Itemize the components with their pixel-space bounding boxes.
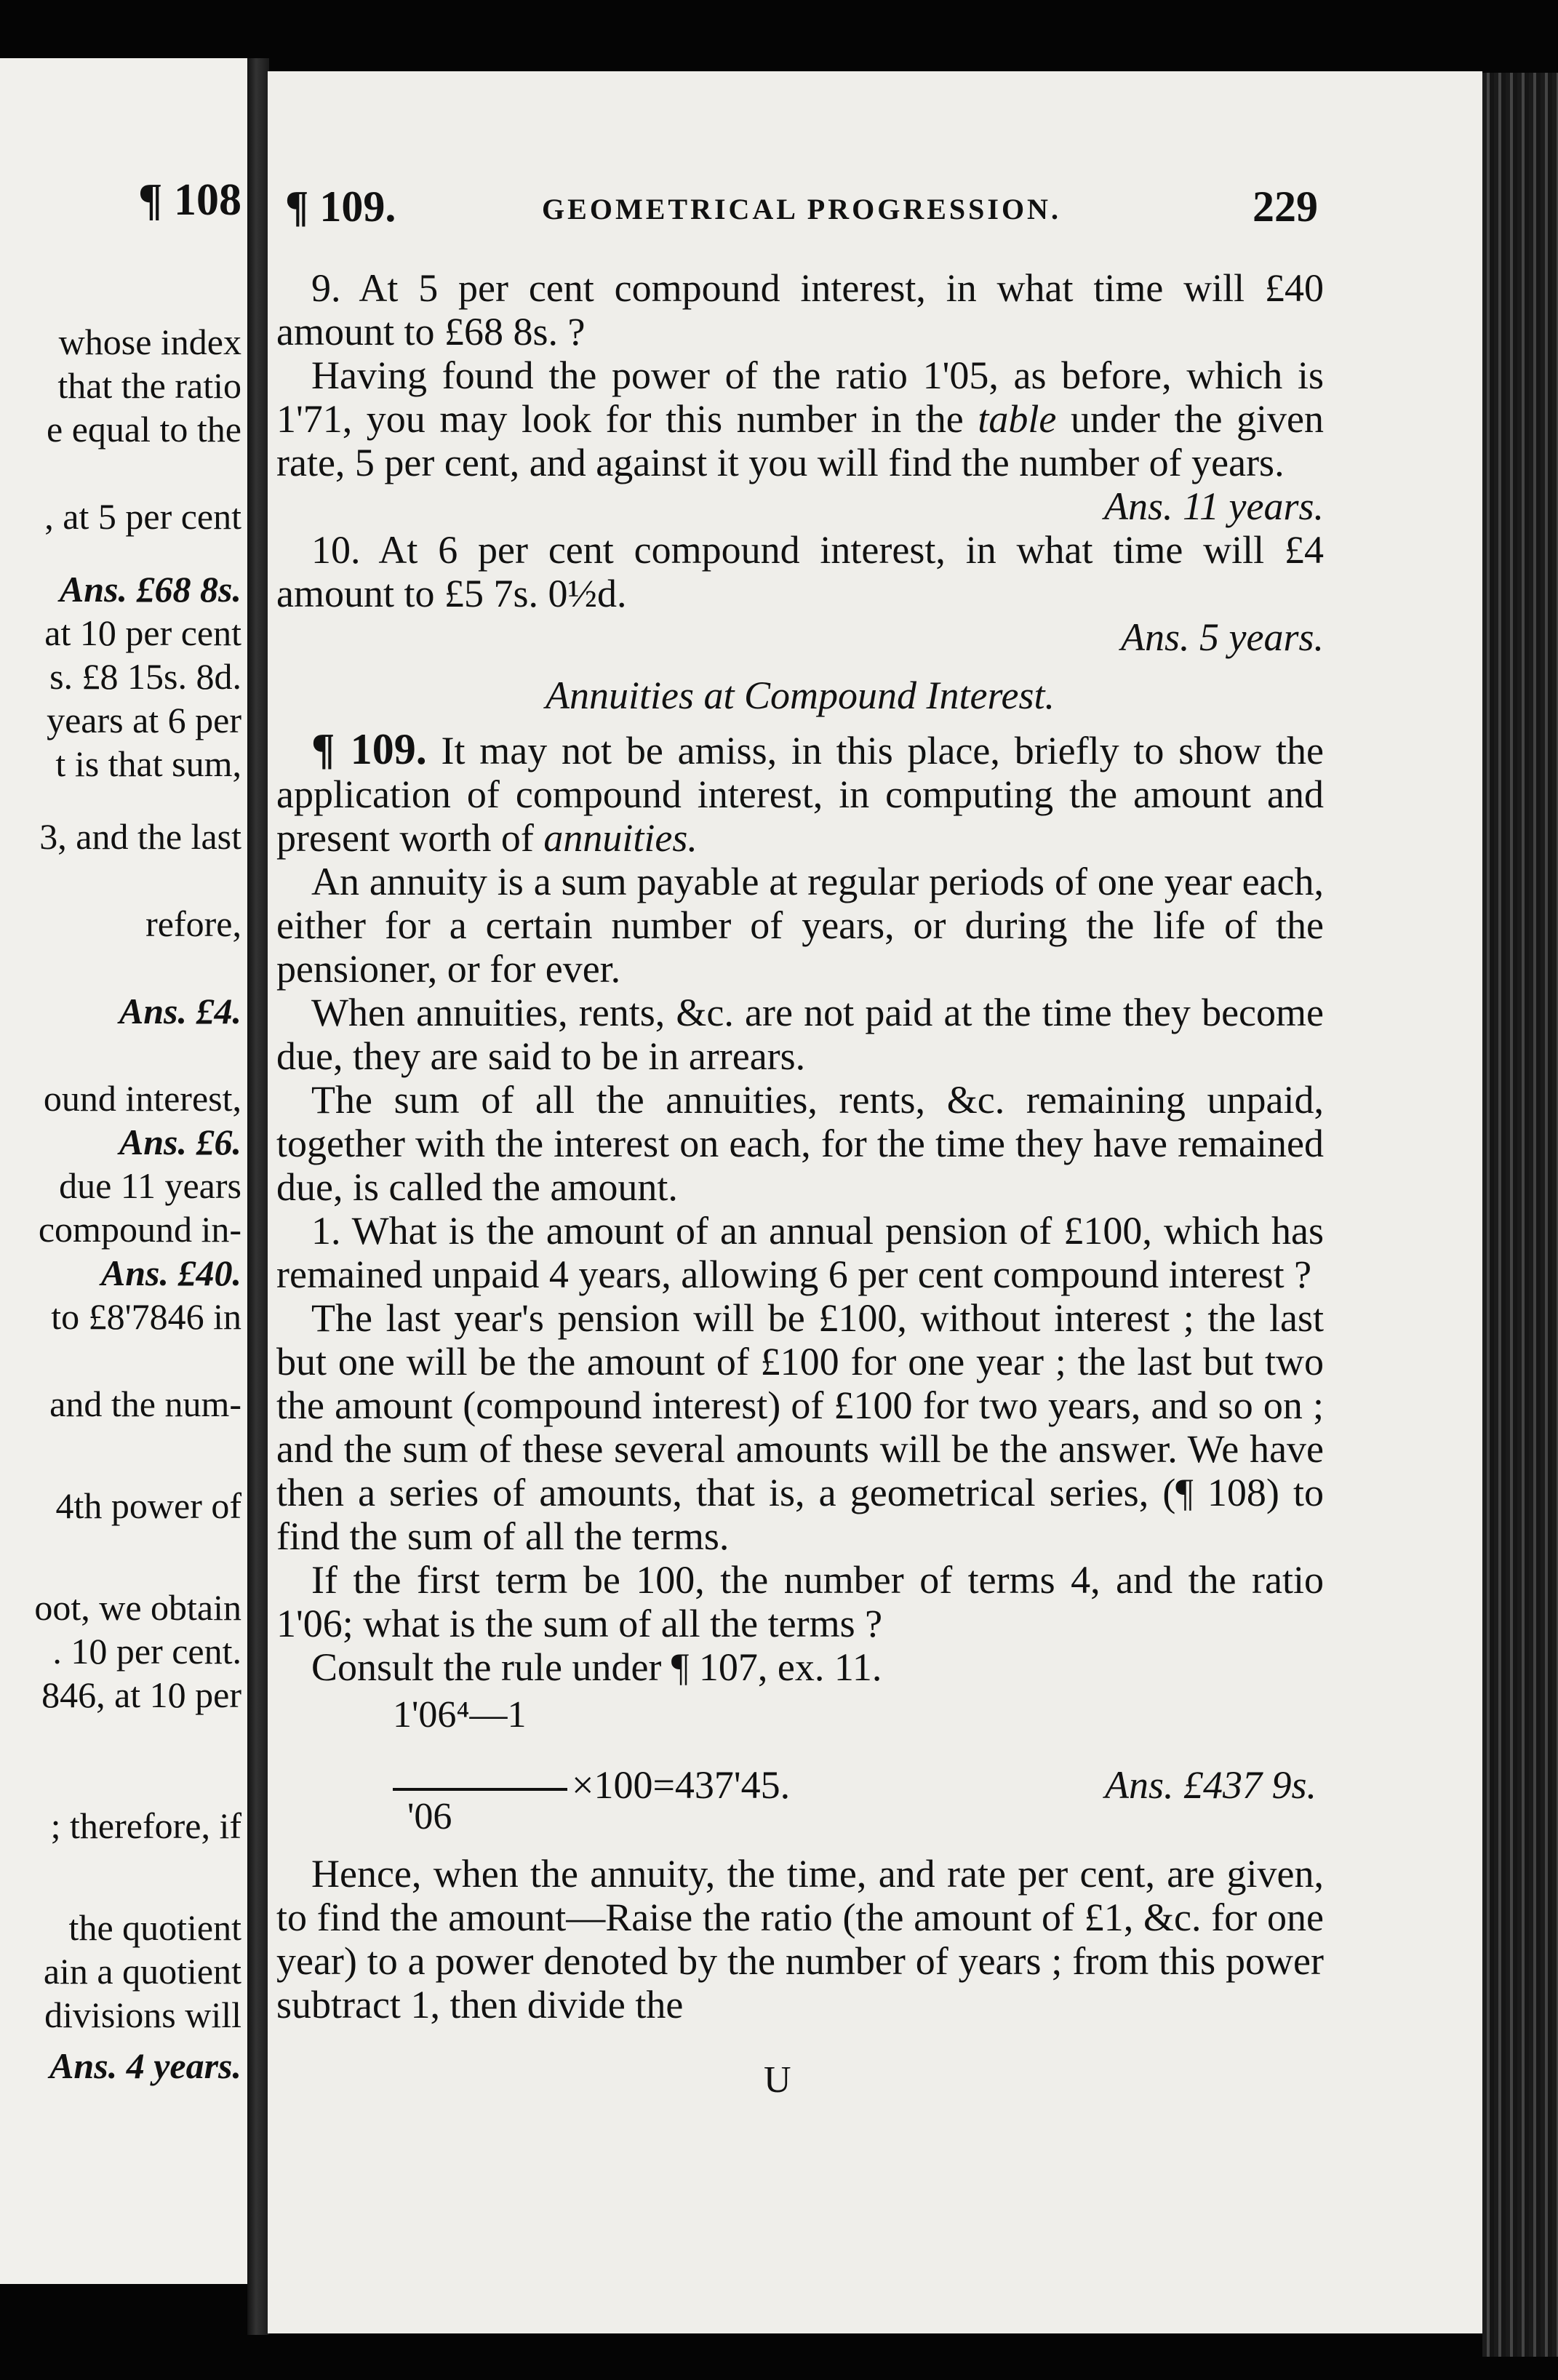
previous-page-line: Ans. £6. <box>119 1122 241 1162</box>
formula-numerator: 1'06⁴—1 <box>393 1694 527 1736</box>
previous-page-line: Ans. £4. <box>119 991 241 1031</box>
previous-page-line: that the ratio <box>57 365 241 406</box>
previous-page-line: ound interest, <box>43 1078 241 1119</box>
paragraph-hence: Hence, when the annuity, the time, and rate per cent, are given, to find the amount—Raise the ratio (the amount of £1, &c. for one year) to a power denoted by the number of years ; from this power subtract 1, then divide the <box>276 1852 1324 2026</box>
paragraph-109-mark: ¶ 109. <box>311 725 427 773</box>
previous-page-line: at 10 per cent <box>44 612 241 653</box>
question-10-text: 10. At 6 per cent compound interest, in what time will £4 amount to £5 7s. 0½d. <box>276 528 1324 615</box>
question-9-explanation-emphasis: table <box>978 397 1057 441</box>
section-heading: Annuities at Compound Interest. <box>546 674 1055 717</box>
previous-page-line: ain a quotient <box>43 1951 241 1992</box>
previous-page <box>0 58 247 2284</box>
question-9-explanation-b: under the given rate, 5 per cent, and against it you will find the number of years. <box>276 397 1325 484</box>
paragraph-first-term: If the first term be 100, the number of terms 4, and the ratio 1'06; what is the sum of all the terms ? <box>276 1558 1324 1645</box>
previous-page-line: t is that sum, <box>55 743 241 784</box>
paragraph-109-text: It may not be amiss, in this place, briefly to show the application of compound interest, in computing the amount and present worth of <box>276 729 1324 860</box>
previous-page-line: refore, <box>145 903 241 944</box>
previous-page-line: Ans. £40. <box>100 1253 241 1293</box>
paragraph-consult: Consult the rule under ¶ 107, ex. 11. <box>311 1645 882 1689</box>
page-number: 229 <box>1253 183 1318 231</box>
formula-fraction-line <box>393 1763 790 1807</box>
paragraph-109-emphasis: annuities. <box>543 816 698 860</box>
paragraph-last-year: The last year's pension will be £100, without interest ; the last but one will be the amount of £100 for one year ; the last but two the amount (compound interest) of £100 for two years, and so on ; and the sum of these several amounts will be the answer. We have then a series of amounts, that is, a geometrical series, (¶ 108) to find the sum of all the terms. <box>276 1296 1324 1558</box>
formula-answer: Ans. £437 9s. <box>1104 1763 1317 1807</box>
question-9-answer: Ans. 11 years. <box>1104 484 1324 528</box>
question-9-text: 9. At 5 per cent compound interest, in what time will £40 amount to £68 8s. ? <box>276 266 1324 354</box>
question-10-answer: Ans. 5 years. <box>1121 615 1324 659</box>
previous-page-line: 846, at 10 per <box>41 1674 241 1715</box>
paragraph-arrears: When annuities, rents, &c. are not paid at the time they become due, they are said to be in arrears. <box>276 991 1324 1078</box>
previous-page-line: due 11 years <box>59 1165 241 1206</box>
question-9-explanation <box>276 354 1324 528</box>
previous-page-line: Ans. £68 8s. <box>59 569 241 610</box>
previous-page-line: s. £8 15s. 8d. <box>49 656 241 697</box>
question-9 <box>276 266 1324 354</box>
formula-result: ×100=437'45. <box>572 1763 791 1807</box>
previous-page-line: 4th power of <box>55 1485 241 1526</box>
book-gutter <box>247 58 269 2335</box>
question-1: 1. What is the amount of an annual pension of £100, which has remained unpaid 4 years, allowing 6 per cent compound interest ? <box>276 1209 1324 1296</box>
fraction-bar <box>393 1788 567 1791</box>
paragraph-annuity: An annuity is a sum payable at regular periods of one year each, either for a certain number of years, or during the life of the pensioner, or for ever. <box>276 860 1324 991</box>
previous-page-line: . 10 per cent. <box>52 1631 241 1672</box>
paragraph-109 <box>276 727 1324 860</box>
formula-denominator: '06 <box>407 1796 452 1837</box>
signature-mark: U <box>764 2059 791 2101</box>
previous-page-line: 3, and the last <box>39 816 241 857</box>
formula <box>276 1693 1324 1839</box>
previous-page-line: , at 5 per cent <box>44 496 241 537</box>
question-10 <box>276 528 1324 659</box>
previous-page-line: oot, we obtain <box>34 1587 241 1628</box>
previous-page-header: ¶ 108 <box>138 175 241 225</box>
previous-page-line: the quotient <box>68 1907 241 1948</box>
paragraph-amount: The sum of all the annuities, rents, &c. remaining unpaid, together with the interest on each, for the time they have remained due, is called the amount. <box>276 1078 1324 1209</box>
previous-page-line: compound in- <box>38 1209 241 1250</box>
previous-page-line: divisions will <box>44 1994 241 2035</box>
page-edges <box>1482 73 1558 2357</box>
page-body <box>276 266 1324 2026</box>
previous-page-line: ; therefore, if <box>50 1805 241 1846</box>
previous-page-line: e equal to the <box>47 409 241 450</box>
section-number: ¶ 109. <box>285 183 396 231</box>
question-9-explanation-a: Having found the power of the ratio 1'05, as before, which is 1'71, you may look for this number in the <box>276 354 1324 441</box>
previous-page-line: years at 6 per <box>47 700 241 740</box>
previous-page-line: and the num- <box>49 1383 241 1424</box>
page-header <box>285 182 1318 233</box>
previous-page-line: Ans. 4 years. <box>49 2045 241 2086</box>
previous-page-line: to £8'7846 in <box>51 1296 241 1337</box>
running-title: GEOMETRICAL PROGRESSION. <box>542 193 1061 225</box>
previous-page-line: whose index <box>58 322 241 362</box>
